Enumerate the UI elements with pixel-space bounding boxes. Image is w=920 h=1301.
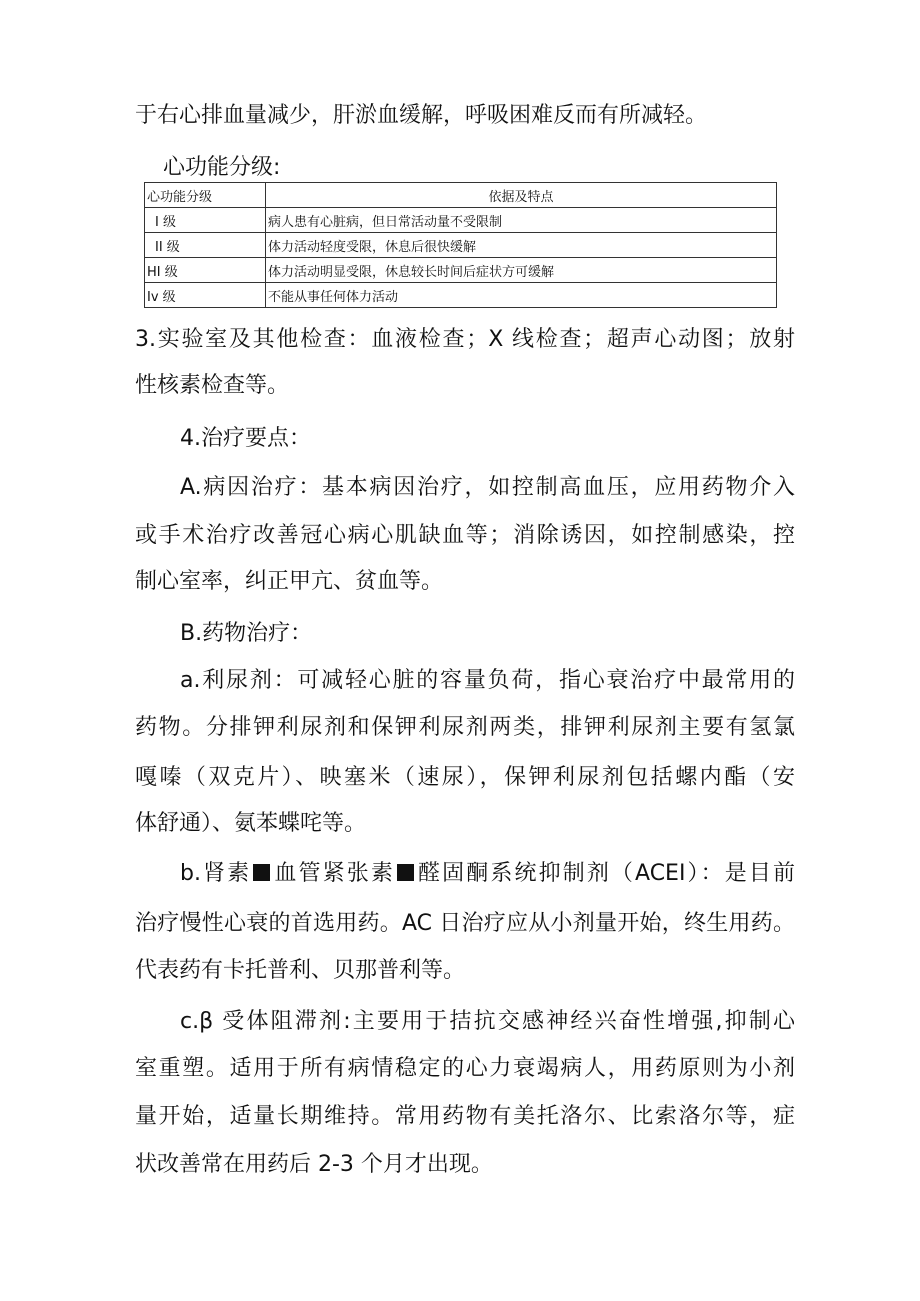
item-c-line-4: 状改善常在用药后 2-3 个月才出现。 xyxy=(135,1152,493,1177)
grade-cell: HI 级 xyxy=(145,258,266,283)
item-a-line-1: a.利尿剂：可减轻心脏的容量负荷，指心衰治疗中最常用的 xyxy=(180,668,795,693)
section4-title: 4.治疗要点： xyxy=(180,426,311,451)
table-row xyxy=(145,233,777,258)
cardiac-function-grade-table xyxy=(144,182,777,308)
item-c-line-3: 量开始，适量长期维持。常用药物有美托洛尔、比索洛尔等，症 xyxy=(135,1104,795,1129)
grade-cell: I 级 xyxy=(145,208,266,233)
partA-line-2: 或手术治疗改善冠心病心肌缺血等；消除诱因，如控制感染，控 xyxy=(135,523,795,548)
partB-title: B.药物治疗： xyxy=(180,621,313,646)
grade-cell: Iv 级 xyxy=(145,283,266,308)
square-glyph-icon xyxy=(253,864,270,881)
desc-cell: 体力活动轻度受限，休息后很快缓解 xyxy=(266,233,777,258)
desc-cell: 不能从事任何体力活动 xyxy=(266,283,777,308)
item-b-prefix: b.肾素 xyxy=(180,861,252,886)
table-row xyxy=(145,283,777,308)
partA-line-1: A.病因治疗：基本病因治疗，如控制高血压，应用药物介入 xyxy=(180,475,795,500)
desc-cell: 病人患有心脏病，但日常活动量不受限制 xyxy=(266,208,777,233)
table-caption: 心功能分级: xyxy=(163,155,281,180)
intro-line-1: 于右心排血量减少，肝淤血缓解，呼吸困难反而有所减轻。 xyxy=(135,103,708,128)
desc-cell: 体力活动明显受限，休息较长时间后症状方可缓解 xyxy=(266,258,777,283)
table-row xyxy=(145,208,777,233)
grade-cell: II 级 xyxy=(145,233,266,258)
partA-line-3: 制心室率，纠正甲亢、贫血等。 xyxy=(135,569,444,594)
item-c-line-2: 室重塑。适用于所有病情稳定的心力衰竭病人，用药原则为小剂 xyxy=(135,1056,795,1081)
item-a-line-3: 嘎嗪（双克片）、映塞米（速尿），保钾利尿剂包括螺内酯（安 xyxy=(135,765,795,790)
header-grade: 心功能分级 xyxy=(145,183,266,208)
item-b-line-1 xyxy=(180,860,795,888)
section3-line-1: 3.实验室及其他检查：血液检查；X 线检查；超声心动图；放射 xyxy=(135,327,795,352)
item-b-line-3: 代表药有卡托普利、贝那普利等。 xyxy=(135,958,466,983)
item-b-line-2: 治疗慢性心衰的首选用药。AC 日治疗应从小剂量开始，终生用药。 xyxy=(135,911,795,936)
square-glyph-icon xyxy=(397,864,414,881)
item-c-line-1: c.β 受体阻滞剂:主要用于拮抗交感神经兴奋性增强,抑制心 xyxy=(180,1009,795,1034)
item-b-suffix: 醛固酮系统抑制剂（ACEI）：是目前 xyxy=(415,861,795,886)
item-b-middle: 血管紧张素 xyxy=(272,861,395,886)
item-a-line-2: 药物。分排钾利尿剂和保钾利尿剂两类，排钾利尿剂主要有氢氯 xyxy=(135,715,795,740)
header-basis: 依据及特点 xyxy=(266,183,777,208)
item-a-line-4: 体舒通）、氨苯蝶咤等。 xyxy=(135,811,367,836)
section3-line-2: 性核素检查等。 xyxy=(135,373,290,398)
table-row xyxy=(145,258,777,283)
table-header-row xyxy=(145,183,777,208)
